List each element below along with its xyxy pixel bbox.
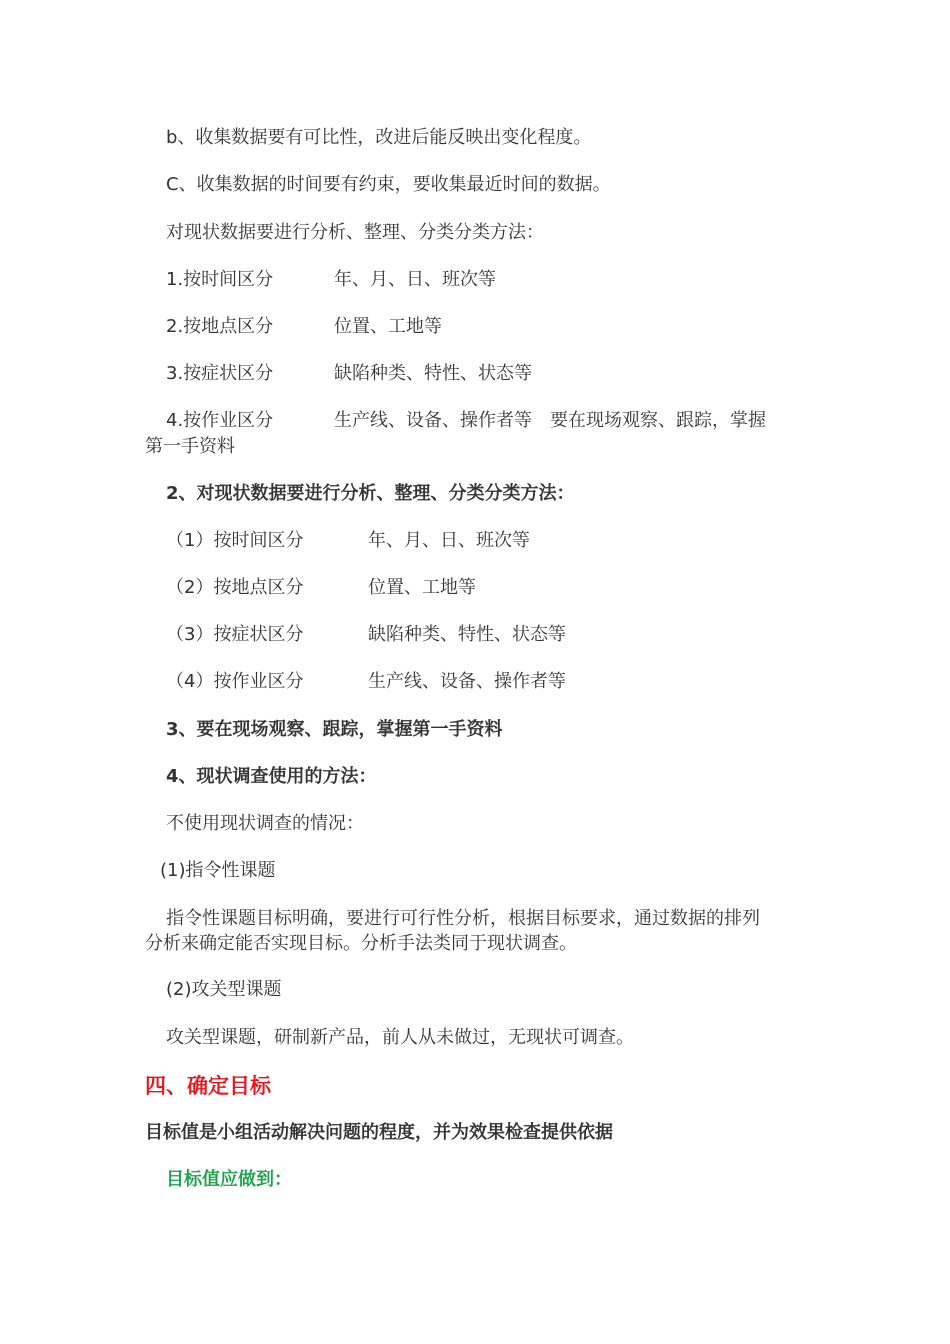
list2-item-1 bbox=[166, 528, 530, 554]
list2-item-2 bbox=[166, 575, 476, 601]
paragraph-item-1-desc-cont: 分析来确定能否实现目标。分析手法类同于现状调查。 bbox=[145, 933, 577, 954]
section-title: 四、确定目标 bbox=[145, 1074, 271, 1098]
heading-2: 2、对现状数据要进行分析、整理、分类分类方法： bbox=[166, 483, 575, 504]
list1-item-1 bbox=[166, 267, 496, 293]
paragraph-no-use: 不使用现状调查的情况： bbox=[166, 813, 364, 834]
list1-label: 3.按症状区分 bbox=[166, 363, 274, 384]
list1-item-2 bbox=[166, 314, 442, 340]
list2-desc: 缺陷种类、特性、状态等 bbox=[368, 624, 566, 645]
list1-item-3 bbox=[166, 361, 532, 387]
paragraph-item-1: (1)指令性课题 bbox=[160, 860, 276, 881]
list1-label: 4.按作业区分 bbox=[166, 410, 274, 431]
target-subheading: 目标值应做到： bbox=[166, 1169, 292, 1190]
paragraph-b: b、收集数据要有可比性，改进后能反映出变化程度。 bbox=[166, 127, 592, 148]
paragraph-item-1-desc: 指令性课题目标明确，要进行可行性分析，根据目标要求，通过数据的排列 bbox=[166, 908, 760, 929]
list2-label: （1）按时间区分 bbox=[166, 530, 304, 551]
list1-continuation: 第一手资料 bbox=[145, 436, 235, 457]
list1-label: 2.按地点区分 bbox=[166, 316, 274, 337]
heading-3: 3、要在现场观察、跟踪，掌握第一手资料 bbox=[166, 719, 503, 740]
section-paragraph: 目标值是小组活动解决问题的程度，并为效果检查提供依据 bbox=[145, 1122, 613, 1143]
paragraph-analysis: 对现状数据要进行分析、整理、分类分类方法： bbox=[166, 222, 544, 243]
list2-item-3 bbox=[166, 622, 566, 648]
list1-item-4 bbox=[166, 408, 766, 434]
list1-desc: 年、月、日、班次等 bbox=[334, 269, 496, 290]
list2-desc: 位置、工地等 bbox=[368, 577, 476, 598]
paragraph-c: C、收集数据的时间要有约束，要收集最近时间的数据。 bbox=[166, 174, 611, 195]
list2-label: （2）按地点区分 bbox=[166, 577, 304, 598]
paragraph-item-2-desc: 攻关型课题，研制新产品，前人从未做过，无现状可调查。 bbox=[166, 1027, 634, 1048]
list1-label: 1.按时间区分 bbox=[166, 269, 274, 290]
list2-desc: 年、月、日、班次等 bbox=[368, 530, 530, 551]
list2-desc: 生产线、设备、操作者等 bbox=[368, 671, 566, 692]
list1-desc: 位置、工地等 bbox=[334, 316, 442, 337]
list2-label: （4）按作业区分 bbox=[166, 671, 304, 692]
list2-label: （3）按症状区分 bbox=[166, 624, 304, 645]
list1-desc: 缺陷种类、特性、状态等 bbox=[334, 363, 532, 384]
heading-4: 4、现状调查使用的方法： bbox=[166, 766, 377, 787]
list1-desc: 生产线、设备、操作者等 要在现场观察、跟踪，掌握 bbox=[334, 410, 766, 431]
paragraph-item-2: (2)攻关型课题 bbox=[166, 979, 282, 1000]
list2-item-4 bbox=[166, 669, 566, 695]
